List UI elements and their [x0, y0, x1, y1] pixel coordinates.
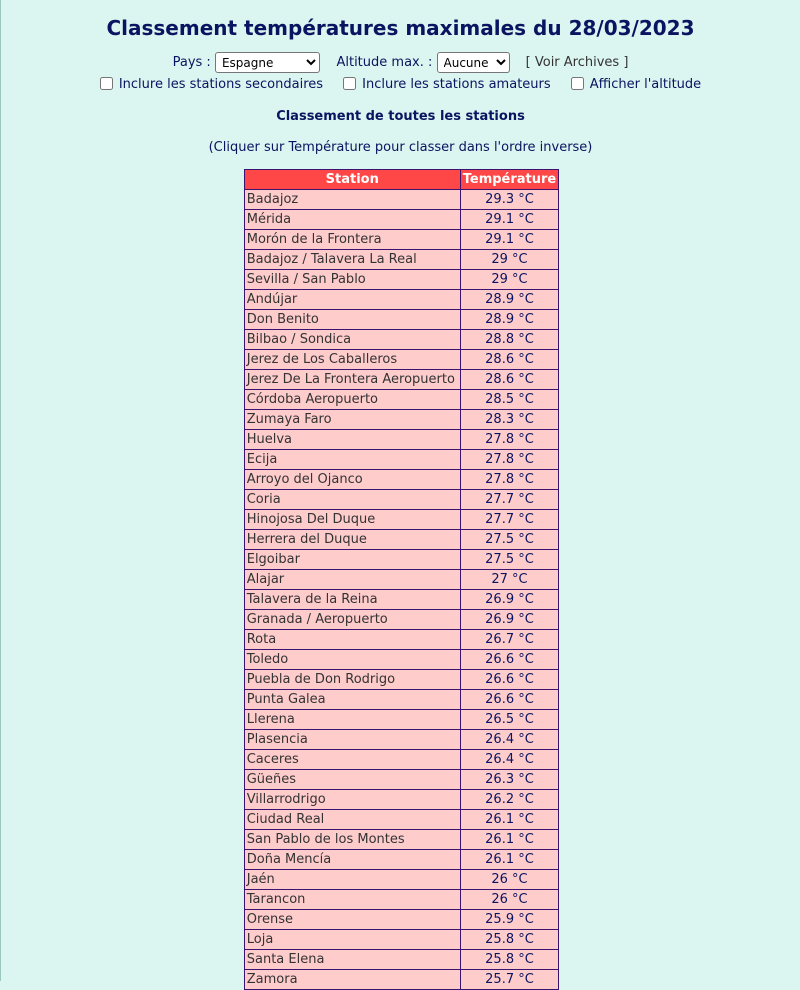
temperature-cell: 25.8 °C [460, 950, 559, 970]
table-row [244, 950, 559, 970]
temperature-cell: 26.2 °C [460, 790, 559, 810]
temperature-cell: 26.1 °C [460, 810, 559, 830]
table-row [244, 650, 559, 670]
amateurs-label: Inclure les stations amateurs [362, 77, 551, 92]
station-name-cell: Jerez De La Frontera Aeropuerto [244, 370, 460, 390]
temperature-cell: 26.1 °C [460, 830, 559, 850]
altitude-select[interactable] [437, 52, 510, 73]
temperature-cell: 29.1 °C [460, 210, 559, 230]
temperature-cell: 26.6 °C [460, 650, 559, 670]
table-row [244, 370, 559, 390]
temperature-cell: 25.7 °C [460, 970, 559, 990]
table-row [244, 430, 559, 450]
temperature-cell: 26.3 °C [460, 770, 559, 790]
table-row [244, 730, 559, 750]
table-row [244, 510, 559, 530]
table-row [244, 470, 559, 490]
table-row [244, 310, 559, 330]
station-name-cell: Orense [244, 910, 460, 930]
station-name-cell: Jaén [244, 870, 460, 890]
temperature-cell: 26.1 °C [460, 850, 559, 870]
table-row [244, 290, 559, 310]
station-name-cell: Córdoba Aeropuerto [244, 390, 460, 410]
table-row [244, 390, 559, 410]
station-name-cell: Badajoz [244, 190, 460, 210]
temperature-cell: 29.3 °C [460, 190, 559, 210]
table-row [244, 230, 559, 250]
temperature-column-header[interactable]: Température [460, 170, 559, 190]
temperature-cell: 26 °C [460, 870, 559, 890]
temperature-cell: 27.7 °C [460, 510, 559, 530]
station-name-cell: Zamora [244, 970, 460, 990]
table-row [244, 630, 559, 650]
station-name-cell: Ecija [244, 450, 460, 470]
temperature-cell: 29 °C [460, 270, 559, 290]
altitude-label: Altitude max. : [336, 55, 433, 70]
temperature-cell: 27.8 °C [460, 450, 559, 470]
station-name-cell: Coria [244, 490, 460, 510]
filters-bar [1, 52, 800, 74]
sort-hint: (Cliquer sur Température pour classer dans l'ordre inverse) [208, 140, 593, 155]
temperature-cell: 26.6 °C [460, 690, 559, 710]
station-column-header: Station [244, 170, 460, 190]
ranking-table [244, 169, 560, 990]
temperature-cell: 28.8 °C [460, 330, 559, 350]
table-row [244, 970, 559, 990]
table-row [244, 490, 559, 510]
station-name-cell: Don Benito [244, 310, 460, 330]
table-row [244, 890, 559, 910]
station-name-cell: Granada / Aeropuerto [244, 610, 460, 630]
station-name-cell: Plasencia [244, 730, 460, 750]
table-row [244, 830, 559, 850]
table-row [244, 450, 559, 470]
table-row [244, 610, 559, 630]
temperature-cell: 29.1 °C [460, 230, 559, 250]
temperature-cell: 28.6 °C [460, 350, 559, 370]
table-header-row [244, 170, 559, 190]
table-row [244, 710, 559, 730]
temperature-cell: 27.8 °C [460, 470, 559, 490]
amateurs-checkbox[interactable] [343, 77, 356, 90]
station-name-cell: Alajar [244, 570, 460, 590]
secondaires-label: Inclure les stations secondaires [118, 77, 324, 92]
station-name-cell: Sevilla / San Pablo [244, 270, 460, 290]
temperature-cell: 26.9 °C [460, 610, 559, 630]
temperature-cell: 28.9 °C [460, 290, 559, 310]
temperature-cell: 26.4 °C [460, 750, 559, 770]
table-row [244, 590, 559, 610]
amateurs-option[interactable] [343, 77, 550, 92]
temperature-cell: 28.3 °C [460, 410, 559, 430]
station-name-cell: Villarrodrigo [244, 790, 460, 810]
secondaires-option[interactable] [100, 77, 323, 92]
temperature-cell: 27.8 °C [460, 430, 559, 450]
table-row [244, 330, 559, 350]
table-row [244, 550, 559, 570]
voir-archives-link[interactable]: [ Voir Archives ] [525, 55, 629, 70]
station-name-cell: San Pablo de los Montes [244, 830, 460, 850]
secondaires-checkbox[interactable] [100, 77, 113, 90]
table-row [244, 910, 559, 930]
temperature-cell: 29 °C [460, 250, 559, 270]
station-name-cell: Morón de la Frontera [244, 230, 460, 250]
table-row [244, 250, 559, 270]
pays-select[interactable] [215, 52, 320, 73]
station-name-cell: Toledo [244, 650, 460, 670]
station-name-cell: Doña Mencía [244, 850, 460, 870]
station-name-cell: Ciudad Real [244, 810, 460, 830]
table-row [244, 670, 559, 690]
temperature-cell: 26.6 °C [460, 670, 559, 690]
altitude-checkbox[interactable] [571, 77, 584, 90]
station-name-cell: Puebla de Don Rodrigo [244, 670, 460, 690]
page-title: Classement températures maximales du 28/03/2023 [106, 16, 695, 40]
table-row [244, 210, 559, 230]
temperature-cell: 26 °C [460, 890, 559, 910]
table-row [244, 930, 559, 950]
station-name-cell: Badajoz / Talavera La Real [244, 250, 460, 270]
station-name-cell: Zumaya Faro [244, 410, 460, 430]
temperature-cell: 27.7 °C [460, 490, 559, 510]
table-row [244, 870, 559, 890]
station-name-cell: Santa Elena [244, 950, 460, 970]
temperature-cell: 25.8 °C [460, 930, 559, 950]
station-name-cell: Huelva [244, 430, 460, 450]
ranking-subtitle: Classement de toutes les stations [276, 109, 525, 124]
station-name-cell: Andújar [244, 290, 460, 310]
altitude-checkbox-label: Afficher l'altitude [589, 77, 702, 92]
temperature-cell: 26.4 °C [460, 730, 559, 750]
station-name-cell: Bilbao / Sondica [244, 330, 460, 350]
table-row [244, 190, 559, 210]
table-row [244, 810, 559, 830]
temperature-cell: 28.9 °C [460, 310, 559, 330]
table-row [244, 410, 559, 430]
station-name-cell: Elgoibar [244, 550, 460, 570]
temperature-cell: 28.6 °C [460, 370, 559, 390]
station-name-cell: Güeñes [244, 770, 460, 790]
temperature-cell: 27 °C [460, 570, 559, 590]
temperature-cell: 28.5 °C [460, 390, 559, 410]
station-name-cell: Caceres [244, 750, 460, 770]
table-row [244, 350, 559, 370]
table-row [244, 570, 559, 590]
temperature-cell: 27.5 °C [460, 530, 559, 550]
table-body [244, 190, 559, 990]
station-name-cell: Llerena [244, 710, 460, 730]
table-row [244, 750, 559, 770]
station-name-cell: Hinojosa Del Duque [244, 510, 460, 530]
station-name-cell: Rota [244, 630, 460, 650]
station-name-cell: Mérida [244, 210, 460, 230]
temperature-cell: 26.7 °C [460, 630, 559, 650]
table-row [244, 270, 559, 290]
station-name-cell: Arroyo del Ojanco [244, 470, 460, 490]
temperature-cell: 26.5 °C [460, 710, 559, 730]
temperature-cell: 27.5 °C [460, 550, 559, 570]
station-name-cell: Talavera de la Reina [244, 590, 460, 610]
pays-label: Pays : [172, 55, 211, 70]
table-row [244, 850, 559, 870]
temperature-cell: 26.9 °C [460, 590, 559, 610]
temperature-cell: 25.9 °C [460, 910, 559, 930]
table-row [244, 690, 559, 710]
station-name-cell: Tarancon [244, 890, 460, 910]
options-checkboxes [1, 74, 800, 96]
table-row [244, 790, 559, 810]
station-name-cell: Loja [244, 930, 460, 950]
altitude-option[interactable] [571, 77, 701, 92]
station-name-cell: Herrera del Duque [244, 530, 460, 550]
table-row [244, 530, 559, 550]
table-row [244, 770, 559, 790]
station-name-cell: Jerez de Los Caballeros [244, 350, 460, 370]
station-name-cell: Punta Galea [244, 690, 460, 710]
